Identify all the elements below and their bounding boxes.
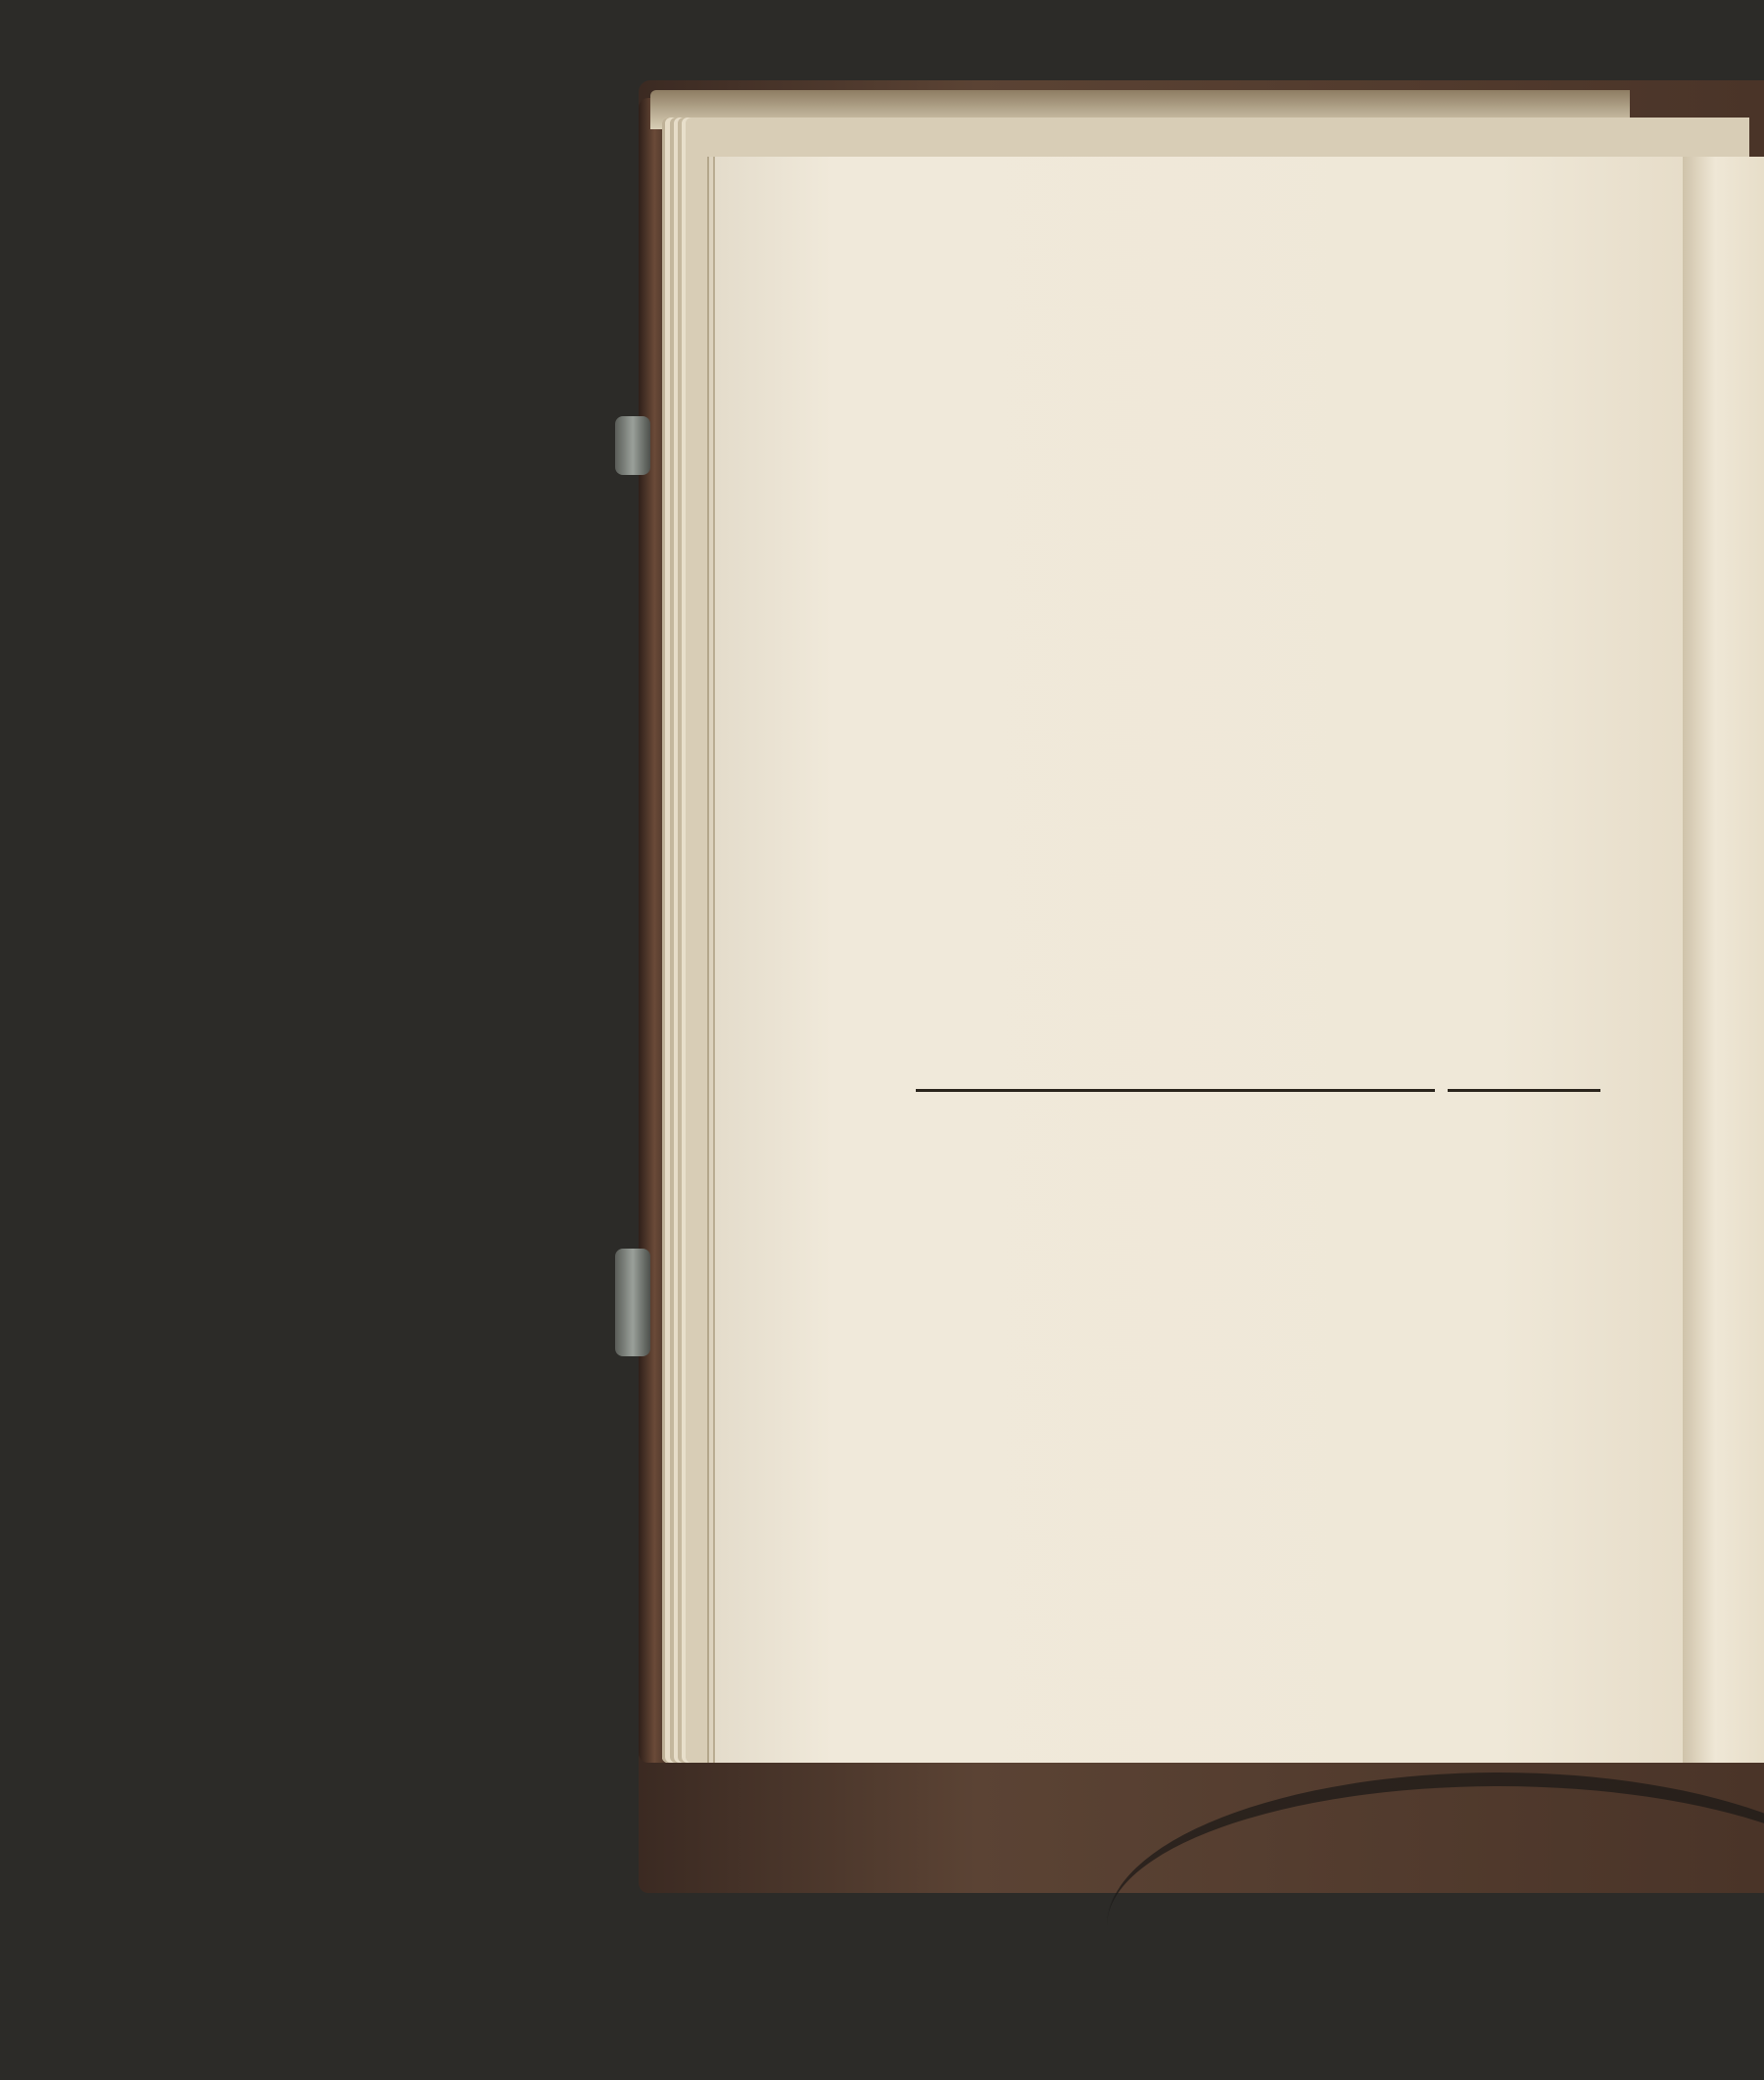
section-rule-left <box>916 1089 1435 1092</box>
clasp-bottom <box>615 1249 650 1356</box>
section-rule-right <box>1448 1089 1600 1092</box>
facing-page-edge <box>1683 157 1764 1763</box>
book-page <box>715 157 1694 1763</box>
clasp-top <box>615 416 650 475</box>
